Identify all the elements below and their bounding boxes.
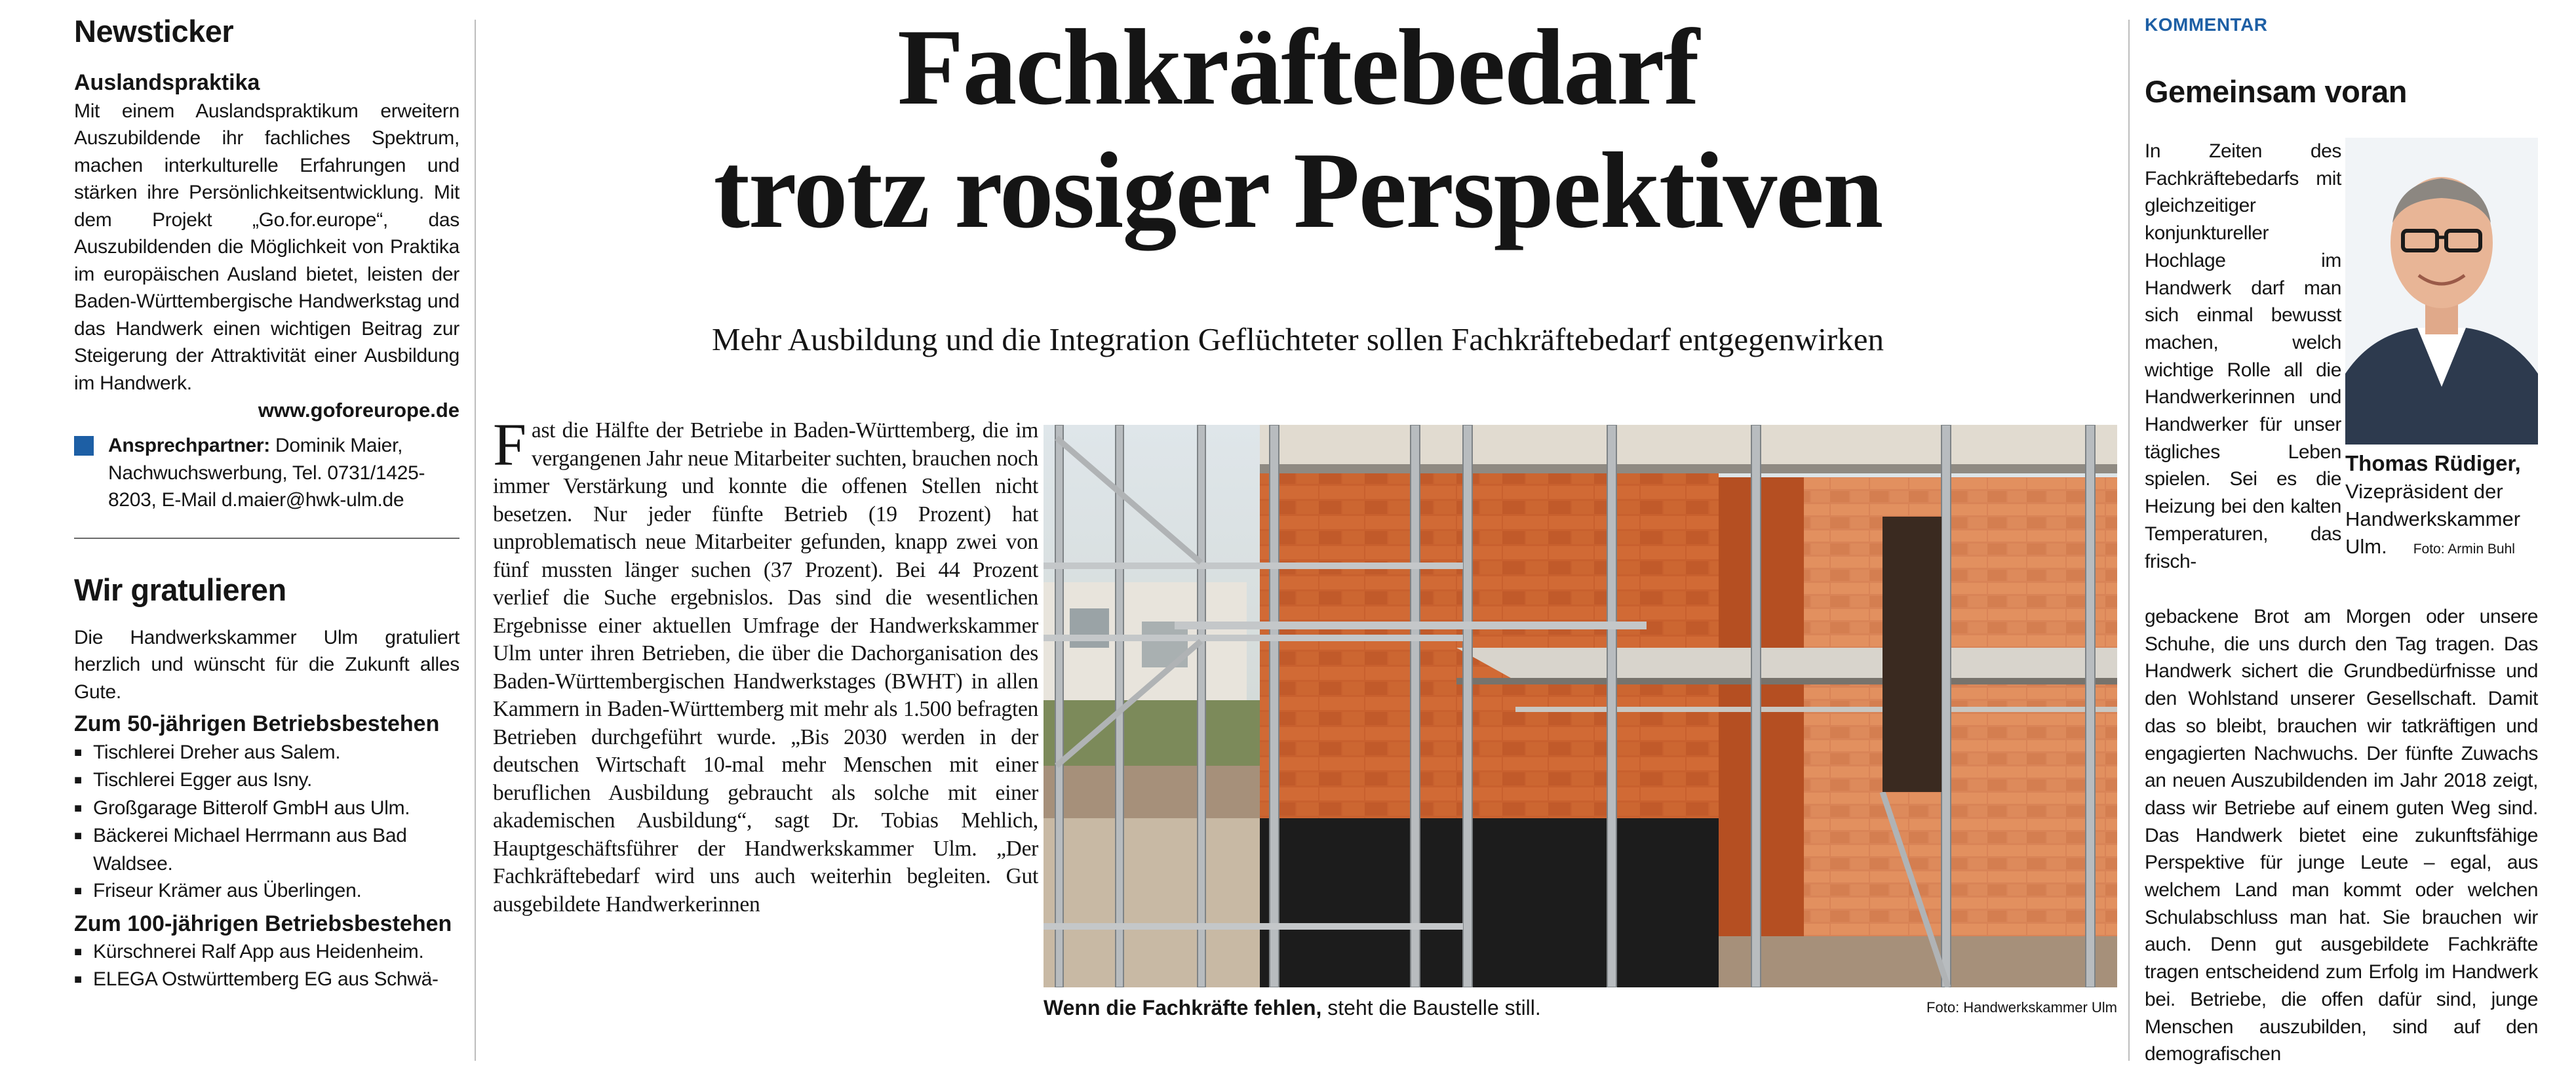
congrats-group2-list xyxy=(74,938,459,994)
headline-line-1: Fachkräftebedarf xyxy=(897,7,1698,127)
contact-label: Ansprechpartner: xyxy=(108,435,270,457)
construction-site-photo xyxy=(1044,425,2117,987)
article-body xyxy=(493,411,1038,919)
congrats-group1-title: Zum 50-jährigen Betriebsbestehen xyxy=(74,711,440,737)
list-item: ■ Tischlerei Dreher aus Salem. xyxy=(74,739,459,767)
newsticker-url[interactable]: www.goforeurope.de xyxy=(258,399,459,422)
newsticker-subheading: Auslandspraktika xyxy=(74,70,260,96)
comment-kicker: KOMMENTAR xyxy=(2145,14,2268,35)
author-portrait xyxy=(2345,138,2538,445)
list-item: ■ Friseur Krämer aus Überlingen. xyxy=(74,877,459,905)
author-role: Vizepräsident der Handwerkskammer Ulm. xyxy=(2345,480,2521,558)
list-item: ■ Großgarage Bitterolf GmbH aus Ulm. xyxy=(74,795,459,823)
headline-line-2: trotz rosiger Perspektiven xyxy=(713,130,1883,250)
comment-text-narrow: In Zeiten des Fachkräftebedarfs mit gleichzeitiger konjunktureller Hochlage im Handwerk darf man sich einmal bewusst machen, welch wichtige Rolle all die Handwerkerinnen und Handwerker für unser tägliches Leben spielen. Sei es die Heizung bei den kalten Temperaturen, das frisch- xyxy=(2145,140,2341,572)
contact-text xyxy=(108,432,459,514)
square-bullet-icon xyxy=(74,436,94,456)
drop-cap: F xyxy=(493,411,526,478)
comment-title: Gemeinsam voran xyxy=(2145,74,2408,109)
caption-bold: Wenn die Fachkräfte fehlen, xyxy=(1044,996,1322,1019)
left-column xyxy=(74,0,459,994)
caption-text xyxy=(1044,994,1541,1021)
author-name: Thomas Rüdiger, xyxy=(2345,451,2521,475)
photo-credit: Foto: Handwerkskammer Ulm xyxy=(1926,999,2117,1016)
column-rule-left xyxy=(475,20,476,1061)
congrats-group1-list xyxy=(74,739,459,905)
list-item: ■ Kürschnerei Ralf App aus Heidenheim. xyxy=(74,938,459,966)
newsticker-contact xyxy=(74,432,459,514)
portrait-credit: Foto: Armin Buhl xyxy=(2413,542,2515,557)
column-rule-right xyxy=(2128,20,2130,1061)
newsticker-body: Mit einem Auslandspraktikum erweitern Auszubildende ihr fachliches Spektrum, machen interkulturelle Erfahrungen und stärken ihre Persönlichkeitsentwicklung. Mit dem Projekt „Go.for.europe“, das Auszubildenden die Möglichkeit von Praktika im europäischen Ausland bietet, leisten der Baden-Württembergische Handwerkstag und das Handwerk einen wichtigen Beitrag zur Steigerung der Attraktivität einer Ausbildung im Handwerk. xyxy=(74,100,459,394)
author-caption xyxy=(2345,450,2542,563)
contact-details: Dominik Maier, Nachwuchswerbung, Tel. 0731/1425-8203, E-Mail d.maier@hwk-ulm.de xyxy=(108,435,425,511)
article-text: ast die Hälfte der Betriebe in Baden-Württemberg, die im vergangenen Jahr neue Mitarbeiter suchten, brauchen noch immer Verstärkung und konnte die offenen Stellen nicht besetzen. Nur jeder fünfte Betrieb (19 Prozent) hat unproblematisch neue Mitarbeiter gefunden, knapp zwei von fünf mussten länger suchen (37 Prozent). Bei 44 Prozent verlief die Suche ergebnislos. Das sind die wesentlichen Ergebnisse einer aktuellen Umfrage der Handwerkskammer Ulm unter ihren Betrieben, die über die Dachorganisation des Baden-Württembergischen Handwerkstages (BWHT) in allen Kammern in Baden-Württemberg mit mehr als 1.500 befragten Betrieben durchgeführt wurde. „Bis 2030 werden in der deutschen Wirtschaft 10-mal mehr Menschen mit einer beruflichen Ausbildung gebraucht als solche mit einer akademischen Ausbildung“, sagt Dr. Tobias Mehlich, Hauptgeschäftsführer der Handwerkskammer Ulm. „Der Fachkräftebedarf wird uns auch weiterhin begleiten. Gut ausgebildete Handwerkerinnen xyxy=(493,418,1038,917)
newsticker-heading: Newsticker xyxy=(74,14,234,49)
construction-site-image xyxy=(1044,425,2117,987)
congrats-heading: Wir gratulieren xyxy=(74,572,286,607)
author-portrait-image xyxy=(2345,138,2538,445)
list-item: ■ ELEGA Ostwürttemberg EG aus Schwä- xyxy=(74,966,459,994)
article-subheadline: Mehr Ausbildung und die Integration Geflüchteter sollen Fachkräftebedarf entgegenwirken xyxy=(712,321,1884,357)
photo-caption xyxy=(1044,994,2117,1021)
list-item: ■ Tischlerei Egger aus Isny. xyxy=(74,766,459,795)
article-headline xyxy=(485,5,2111,252)
list-item: ■ Bäckerei Michael Herrmann aus Bad Waldsee. xyxy=(74,822,459,877)
section-divider xyxy=(74,538,459,539)
comment-text-wide: gebackene Brot am Morgen oder unsere Schuhe, die uns durch den Tag tragen. Das Handwerk sichert die Grundbedürfnisse und den Wohlstand unserer Gesellschaft. Damit das so bleibt, brauchen wir tatkräftigen und engagierten Nachwuchs. Der fünfte Zuwachs an neuen Auszubildenden im Jahr 2018 zeigt, dass wir Betriebe auf einem guten Weg sind. Das Handwerk bietet eine zukunftsfähige Perspektive für junge Leute – egal, aus welchem Land man kommt oder welchen Schulabschluss man hat. Sie brauchen wir auch. Denn gut ausgebildete Fachkräfte tragen entscheidend zum Erfolg im Handwerk bei. Betriebe, die offen dafür sind, junge Menschen auszubilden, sind auf den demografischen xyxy=(2145,606,2538,1065)
congrats-intro: Die Handwerkskammer Ulm gratuliert herzlich und wünscht für die Zukunft alles Gute. xyxy=(74,626,459,703)
caption-rest: steht die Baustelle still. xyxy=(1321,996,1541,1019)
congrats-group2-title: Zum 100-jährigen Betriebsbestehen xyxy=(74,911,452,936)
